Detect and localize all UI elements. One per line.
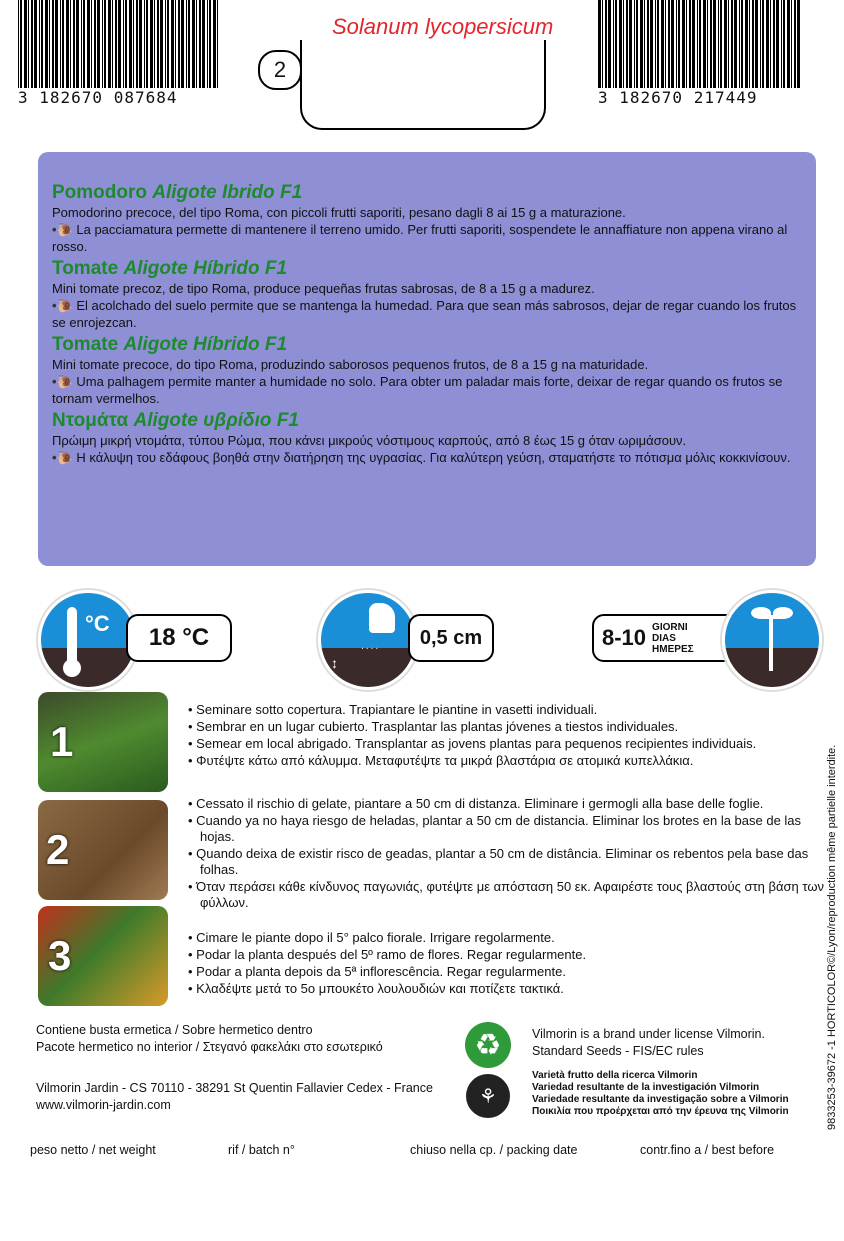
snail-icon: •🐌 bbox=[52, 298, 73, 313]
section-text: Mini tomate precoce, do tipo Roma, produzindo saborosos pequenos frutos, de 8 a 15 g na maturidade. bbox=[52, 357, 649, 372]
section-title: Ντομάτα Aligote υβρίδιο F1 bbox=[52, 410, 299, 431]
packaging-info: Contiene busta ermetica / Sobre hermetico dentro Pacote hermetico no interior / Στεγανό φακελάκι στο εσωτερικό bbox=[36, 1023, 383, 1054]
barcode-right-digits: 3 182670 217449 bbox=[598, 88, 758, 107]
depth-value: 0,5 cm bbox=[408, 614, 494, 662]
step-3-list bbox=[188, 930, 828, 998]
brand-info: Vilmorin is a brand under license Vilmorin. Standard Seeds - FIS/EC rules bbox=[532, 1027, 765, 1058]
section-el bbox=[52, 410, 804, 466]
barcode-bars bbox=[18, 0, 240, 88]
net-weight-label: peso netto / net weight bbox=[30, 1143, 156, 1157]
list-item: • Cessato il rischio di gelate, piantare a 50 cm di distanza. Eliminare i germogli alla base delle foglie. bbox=[188, 796, 828, 812]
research-logo-icon: ⚘ bbox=[466, 1074, 510, 1118]
best-before-label: contr.fino a / best before bbox=[640, 1143, 775, 1157]
snail-icon: •🐌 bbox=[52, 222, 73, 237]
section-es bbox=[52, 258, 804, 331]
days-labels: GIORNI DIAS ΗΜΕΡΕΣ bbox=[652, 621, 694, 655]
barcode-left-digits: 3 182670 087684 bbox=[18, 88, 178, 107]
print-reference: 9833253-39672 -1 HORTICOLOR©/Lyon/reproduction même partielle interdite. bbox=[826, 744, 838, 1130]
recycle-icon: ♻ bbox=[465, 1022, 511, 1068]
section-tip: •🐌 El acolchado del suelo permite que se mantenga la humedad. Para que sean más sabrosos, dejar de regar cuando los frutos se enrojezcan. bbox=[52, 298, 797, 330]
celsius-symbol: °C bbox=[85, 611, 110, 636]
list-item: • Κλαδέψτε μετά το 5ο μπουκέτο λουλουδιών και ποτίζετε τακτικά. bbox=[188, 981, 828, 997]
species-name: Solanum lycopersicum bbox=[332, 14, 554, 39]
step-1-image bbox=[38, 692, 168, 792]
step-2-image bbox=[38, 800, 168, 900]
section-it bbox=[52, 182, 804, 255]
section-title: Tomate Aligote Híbrido F1 bbox=[52, 334, 288, 355]
step-1-number: 1 bbox=[50, 718, 74, 765]
list-item: • Φυτέψτε κάτω από κάλυμμα. Μεταφυτέψτε τα μικρά βλαστάρια σε ατομικά κυπελλάκια. bbox=[188, 753, 828, 769]
section-pt bbox=[52, 334, 804, 407]
thermometer-icon bbox=[38, 590, 138, 690]
section-tip: •🐌 Uma palhagem permite manter a humidade no solo. Para obter um paladar mais forte, deixar de regar quando os frutos se tornam vermelhos. bbox=[52, 374, 783, 406]
section-tip: •🐌 La pacciamatura permette di mantenere il terreno umido. Per frutti saporiti, sospendete le annaffiature non appena virano al rosso. bbox=[52, 222, 788, 254]
step-3-number: 3 bbox=[48, 932, 72, 979]
section-text: Pomodorino precoce, del tipo Roma, con piccoli frutti saporiti, pesano dagli 8 ai 15 g a maturazione. bbox=[52, 205, 626, 220]
depth-block bbox=[318, 590, 483, 690]
list-item: • Semear em local abrigado. Transplantar as jovens plantas para pequenos recipientes individuais. bbox=[188, 736, 828, 752]
temperature-block bbox=[38, 590, 210, 690]
snail-icon: •🐌 bbox=[52, 374, 73, 389]
sowing-depth-icon: ↕ ∙∙∙∙ bbox=[318, 590, 418, 690]
batch-label: rif / batch n° bbox=[228, 1143, 295, 1157]
list-item: • Cimare le piante dopo il 5° palco fiorale. Irrigare regolarmente. bbox=[188, 930, 828, 946]
list-item: • Cuando ya no haya riesgo de heladas, plantar a 50 cm de distancia. Eliminar los brotes en la base de las hojas. bbox=[188, 813, 828, 845]
step-2-list bbox=[188, 796, 828, 912]
temperature-value: 18 °C bbox=[126, 614, 232, 662]
days-value: 8-10 bbox=[602, 625, 647, 650]
step-3-image bbox=[38, 906, 168, 1006]
section-text: Πρώιμη μικρή ντομάτα, τύπου Ρώμα, που κάνει μικρούς νόστιμους καρπούς, από 8 έως 15 g όταν ωριμάσουν. bbox=[52, 433, 687, 448]
section-text: Mini tomate precoz, de tipo Roma, produce pequeñas frutas sabrosas, de 8 a 15 g a madurez. bbox=[52, 281, 595, 296]
barcode-bars bbox=[598, 0, 820, 88]
packing-date-label: chiuso nella cp. / packing date bbox=[410, 1143, 578, 1157]
section-tip: •🐌 Η κάλυψη του εδάφους βοηθά στην διατήρηση της υγρασίας. Για καλύτερη γεύση, σταματήστε το πότισμα μόλις κοκκινίσουν. bbox=[52, 450, 791, 465]
list-item: • Όταν περάσει κάθε κίνδυνος παγωνιάς, φυτέψτε με απόσταση 50 εκ. Αφαιρέστε τους βλαστούς στη βάση των φύλλων. bbox=[188, 879, 828, 911]
seedling-icon bbox=[722, 590, 822, 690]
hanger-slot bbox=[300, 40, 546, 130]
address: Vilmorin Jardin - CS 70110 - 38291 St Quentin Fallavier Cedex - France bbox=[36, 1081, 433, 1095]
website-link: www.vilmorin-jardin.com bbox=[36, 1098, 171, 1112]
list-item: • Podar la planta después del 5º ramo de flores. Regar regularmente. bbox=[188, 947, 828, 963]
variety-info: Varietà frutto della ricerca Vilmorin Variedad resultante de la investigación Vilmorin Variedade resultante da investigação sobre a Vilmorin Ποικιλία που προέρχεται από την έρευνα της Vilmorin bbox=[532, 1070, 789, 1117]
barcode-left bbox=[18, 0, 240, 107]
section-title: Tomate Aligote Híbrido F1 bbox=[52, 258, 288, 279]
section-title: Pomodoro Aligote Ibrido F1 bbox=[52, 182, 303, 203]
step-1-list bbox=[188, 702, 828, 770]
variety-number: 2 bbox=[258, 50, 302, 90]
step-2-number: 2 bbox=[46, 826, 70, 873]
company-info bbox=[36, 1080, 433, 1114]
snail-icon: •🐌 bbox=[52, 450, 73, 465]
list-item: • Seminare sotto copertura. Trapiantare le piantine in vasetti individuali. bbox=[188, 702, 828, 718]
barcode-right bbox=[598, 0, 820, 107]
description-panel bbox=[38, 152, 816, 566]
list-item: • Sembrar en un lugar cubierto. Trasplantar las plantas jóvenes a tiestos individuales. bbox=[188, 719, 828, 735]
list-item: • Quando deixa de existir risco de geadas, plantar a 50 cm de distância. Eliminar os rebentos pela base das folhas. bbox=[188, 846, 828, 878]
list-item: • Podar a planta depois da 5ª inflorescência. Regar regularmente. bbox=[188, 964, 828, 980]
